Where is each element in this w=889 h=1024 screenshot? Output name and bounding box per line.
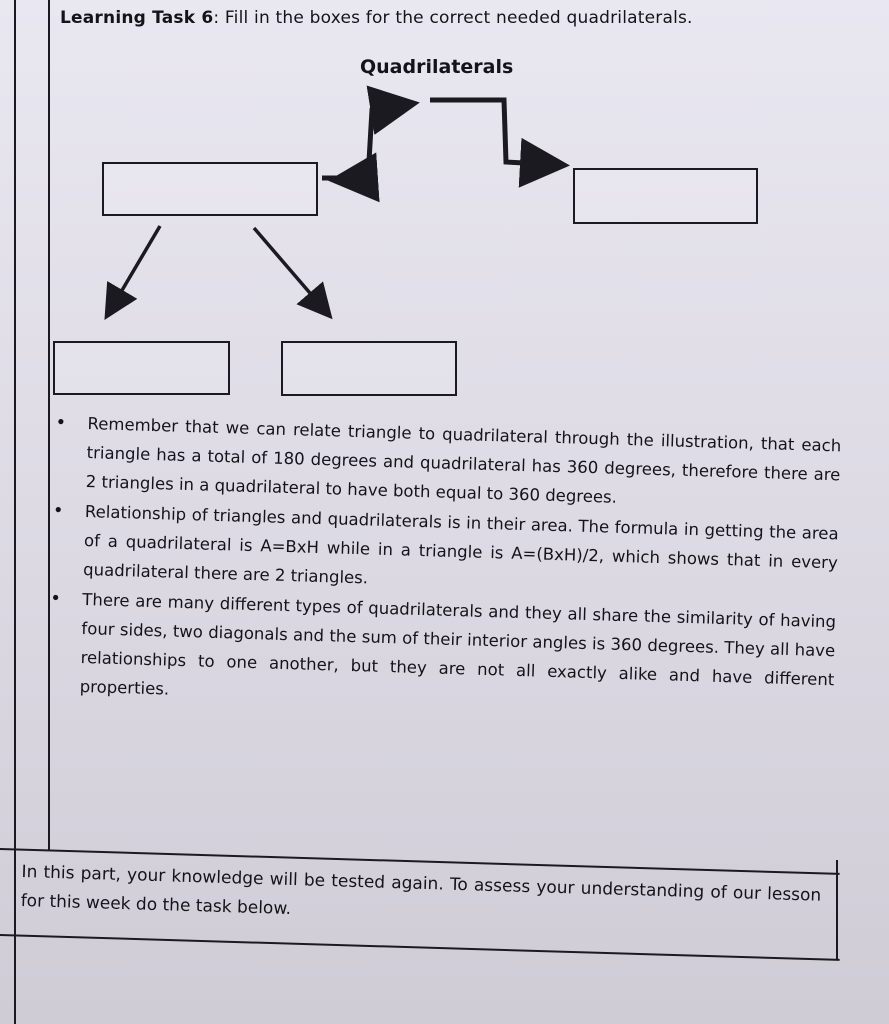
- connector-to-right-box: [430, 100, 560, 165]
- footer-right-border: [836, 860, 838, 960]
- arrow-down-right: [254, 228, 328, 314]
- arrow-into-top-left-box: [338, 178, 368, 180]
- note-item: • Remember that we can relate triangle to quadrilateral through the illustration, that each triangle has a total of 180 degrees and quadrilateral has 360 degrees, therefore there are 2 triangles in a quadrilateral to have both equal to 360 degrees.: [49, 408, 841, 518]
- notes-list: [43, 408, 841, 724]
- arrow-down-left: [108, 226, 160, 314]
- task-instruction: : Fill in the boxes for the correct needed quadrilaterals.: [213, 8, 693, 28]
- footer-bottom-border: [0, 934, 840, 961]
- note-item: • Relationship of triangles and quadrilaterals is in their area. The formula in getting the area of a quadrilateral is A=BxH while in a triangle is A=(BxH)/2, which shows that in every quadrilateral there are 2 triangles.: [47, 496, 839, 606]
- note-item: • There are many different types of quadrilaterals and they all share the similarity of having four sides, two diagonals and the sum of their interior angles is 360 degrees. They all have relationships to one another, but they are not all exactly alike and have different properties.: [43, 584, 836, 723]
- diagram-arrows: [0, 0, 889, 420]
- connector-to-heading: [322, 104, 410, 178]
- footer-instruction: In this part, your knowledge will be tested again. To assess your understanding of our lesson for this week do the task below.: [20, 861, 822, 920]
- task-label: Learning Task 6: [60, 8, 214, 28]
- diagram-heading: Quadrilaterals: [360, 56, 514, 78]
